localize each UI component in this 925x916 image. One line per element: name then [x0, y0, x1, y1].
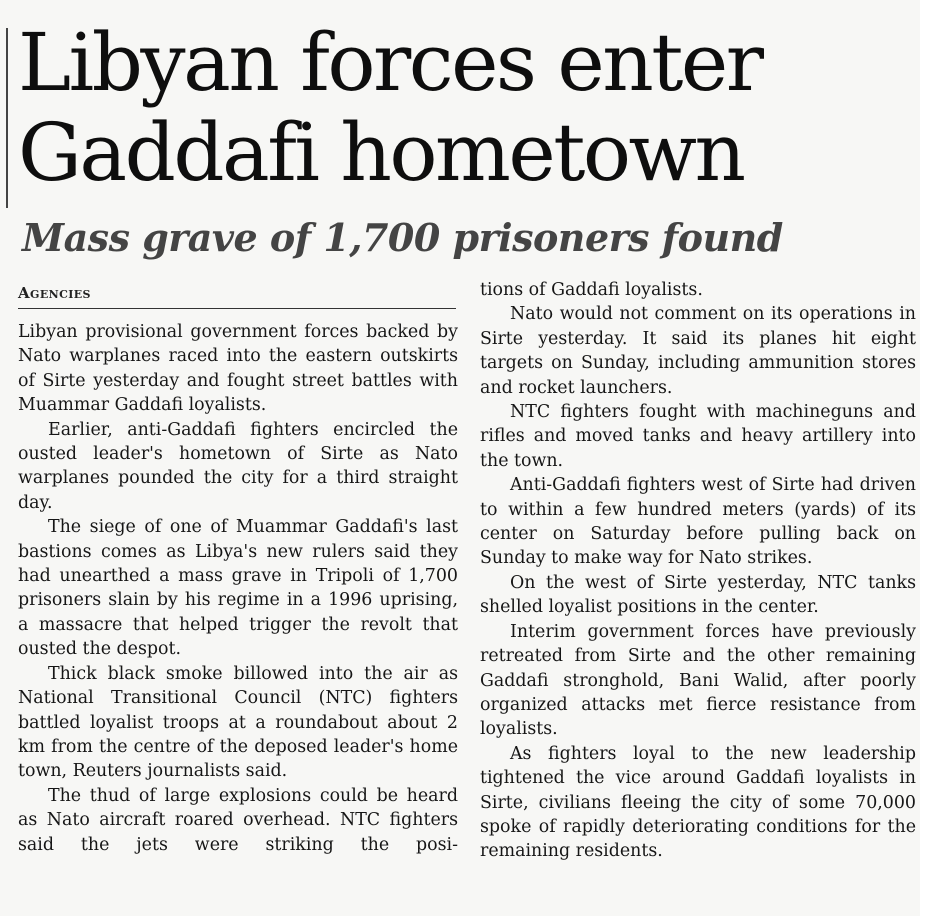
paragraph: Nato would not comment on its operations in Sirte yesterday. It said its planes hit eight targets on Sunday, including ammunition stores and rocket launchers. — [480, 304, 916, 398]
headline-line-2: Gaddafi hometown — [18, 106, 744, 199]
byline — [18, 284, 456, 309]
article-column-right — [480, 278, 916, 864]
subheadline: Mass grave of 1,700 prisoners found — [22, 215, 783, 260]
paragraph: The siege of one of Muammar Gaddafi's last bastions comes as Libya's new rulers said they had unearthed a mass grave in Tripoli of 1,700 prisoners slain by his regime in a 1996 uprising, a massacre that helped trigger the revolt that ousted the despot. — [18, 517, 458, 660]
paragraph: Libyan provisional government forces backed by Nato warplanes raced into the eastern outskirts of Sirte yesterday and fought street battles with Muammar Gaddafi loyalists. — [18, 322, 458, 416]
paragraph: On the west of Sirte yesterday, NTC tanks shelled loyalist positions in the center. — [480, 572, 916, 618]
paragraph: Interim government forces have previously retreated from Sirte and the other remaining Gaddafi stronghold, Bani Walid, after poorly organized attacks met fierce resistance from loyalists. — [480, 621, 916, 740]
headline-line-1: Libyan forces enter — [18, 16, 762, 109]
paragraph: Earlier, anti-Gaddafi fighters encircled the ousted leader's hometown of Sirte as Nato warplanes pounded the city for a third straight day. — [18, 419, 458, 513]
paragraph-continuation: tions of Gaddafi loyalists. — [480, 280, 703, 300]
paragraph: NTC fighters fought with machineguns and rifles and moved tanks and heavy artillery into the town. — [480, 402, 916, 471]
byline-text: Agencies — [18, 284, 91, 302]
paragraph: As fighters loyal to the new leadership tightened the vice around Gaddafi loyalists in Sirte, civilians fleeing the city of some 70,000 spoke of rapidly deteriorating conditions for the remaining residents. — [480, 743, 916, 862]
paragraph: Anti-Gaddafi fighters west of Sirte had driven to within a few hundred meters (yards) of its center on Saturday before pulling back on Sunday to make way for Nato strikes. — [480, 475, 916, 569]
column-edge-rule — [6, 28, 8, 208]
paragraph: Thick black smoke billowed into the air as National Transitional Council (NTC) fighters battled loyalist troops at a roundabout about 2 km from the centre of the deposed leader's home town, Reuters journalists said. — [18, 663, 458, 782]
paragraph: The thud of large explosions could be heard as Nato aircraft roared overhead. NTC fighters said the jets were striking the posi- — [18, 785, 458, 855]
article-column-left — [18, 320, 458, 857]
headline — [18, 18, 913, 198]
